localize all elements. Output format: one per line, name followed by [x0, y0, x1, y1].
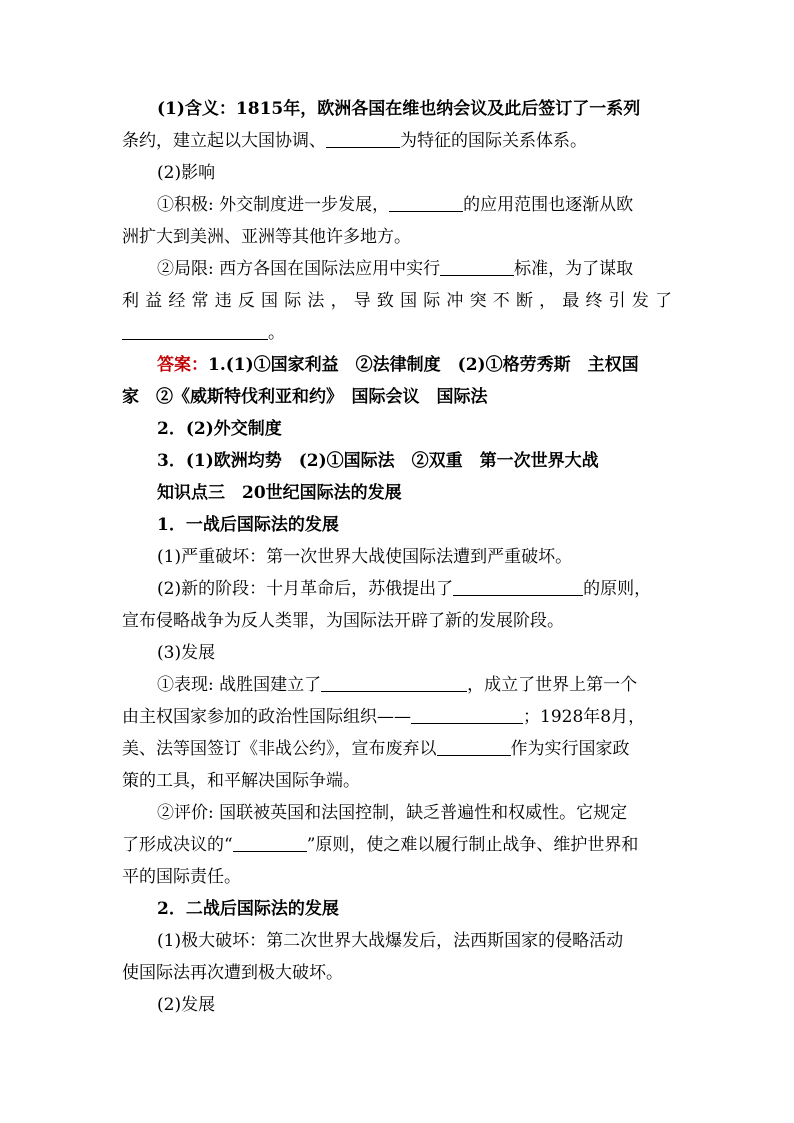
new-stage-line-1 [157, 578, 672, 600]
text: ；1928年8月， [523, 707, 646, 727]
evaluation-line-1 [157, 802, 672, 824]
text: (1)极大破坏：第二次世界大战爆发后，法西斯国家的侵略活动 [157, 931, 624, 951]
answer-blank[interactable] [326, 131, 400, 148]
answer-line-1 [157, 354, 672, 376]
text: 利益经常违反国际法，导致国际冲突不断，最终引发了 [122, 291, 672, 311]
text: 2．(2)外交制度 [157, 419, 282, 439]
manifestation-line-4 [122, 770, 672, 792]
answer-line-2 [122, 386, 672, 408]
subsection-title-2 [157, 898, 672, 920]
answer-blank[interactable] [122, 323, 268, 340]
answer-blank[interactable] [437, 739, 511, 756]
text: ，成立了世界上第一个 [467, 675, 638, 695]
manifestation-line-2 [122, 706, 672, 728]
text: ②评价: 国联被英国和法国控制，缺乏普遍性和权威性。它规定 [157, 803, 628, 823]
manifestation-line-3 [122, 738, 672, 760]
text: 了形成决议的“ [122, 835, 233, 855]
text: 家 ②《威斯特伐利亚和约》 国际会议 国际法 [122, 387, 488, 407]
answer-blank[interactable] [411, 707, 523, 724]
text: 使国际法再次遭到极大破坏。 [122, 963, 343, 983]
answer-line-4 [157, 450, 672, 472]
positive-line-2 [122, 226, 672, 248]
answer-blank[interactable] [321, 675, 467, 692]
meaning-line-2 [122, 130, 672, 152]
evaluation-line-2 [122, 834, 672, 856]
text: 作为实行国家政 [510, 739, 630, 759]
ww2-development-heading [157, 994, 672, 1016]
manifestation-line-1 [157, 674, 672, 696]
ww2-damage-line-2 [122, 962, 672, 984]
evaluation-line-3 [122, 866, 672, 888]
text: 条约，建立起以大国协调、 [122, 131, 326, 151]
damage-line [157, 546, 672, 568]
text: (3)发展 [157, 643, 216, 663]
text: (1)严重破坏：第一次世界大战使国际法遭到严重破坏。 [157, 547, 573, 567]
meaning-line-1 [157, 98, 672, 120]
text: 知识点三 20世纪国际法的发展 [157, 483, 402, 503]
text: 宣布侵略战争为反人类罪，为国际法开辟了新的发展阶段。 [122, 611, 564, 631]
section-title [157, 482, 672, 504]
subsection-title-1 [157, 514, 672, 536]
ww2-damage-line-1 [157, 930, 672, 952]
text: 由主权国家参加的政治性国际组织—— [122, 707, 411, 727]
text: (2)新的阶段：十月革命后，苏俄提出了 [157, 579, 454, 599]
text: 2．二战后国际法的发展 [157, 899, 339, 919]
text: ”原则，使之难以履行制止战争、维护世界和 [306, 835, 639, 855]
negative-line-3 [122, 322, 672, 344]
text: 1.(1)①国家利益 ②法律制度 (2)①格劳秀斯 主权国 [208, 355, 639, 375]
answer-blank[interactable] [453, 579, 583, 596]
text: 策的工具，和平解决国际争端。 [122, 771, 360, 791]
text: 为特征的国际关系体系。 [400, 131, 587, 151]
text: (2)影响 [157, 163, 216, 183]
negative-line-2 [122, 290, 672, 312]
answer-line-3 [157, 418, 672, 440]
text: (2)发展 [157, 995, 216, 1015]
answer-blank[interactable] [440, 259, 514, 276]
answer-blank[interactable] [233, 835, 307, 852]
impact-heading [157, 162, 672, 184]
positive-line-1 [157, 194, 672, 216]
negative-line-1 [157, 258, 672, 280]
text: 。 [268, 323, 285, 343]
text: 的原则， [583, 579, 652, 599]
text: 1．一战后国际法的发展 [157, 515, 339, 535]
text: 平的国际责任。 [122, 867, 241, 887]
text: 标准，为了谋取 [514, 259, 634, 279]
development-heading [157, 642, 672, 664]
text: ①表现: 战胜国建立了 [157, 675, 322, 695]
text: ①积极: 外交制度进一步发展， [157, 195, 390, 215]
answer-blank[interactable] [389, 195, 463, 212]
text: 的应用范围也逐渐从欧 [463, 195, 634, 215]
text: ②局限: 西方各国在国际法应用中实行 [157, 259, 441, 279]
text: 洲扩大到美洲、亚洲等其他许多地方。 [122, 227, 411, 247]
answer-label: 答案： [157, 355, 208, 375]
text: 美、法等国签订《非战公约》，宣布废弃以 [122, 739, 437, 759]
text: (1)含义：1815年，欧洲各国在维也纳会议及此后签订了一系列 [157, 99, 641, 119]
new-stage-line-2 [122, 610, 672, 632]
text: 3．(1)欧洲均势 (2)①国际法 ②双重 第一次世界大战 [157, 451, 599, 471]
